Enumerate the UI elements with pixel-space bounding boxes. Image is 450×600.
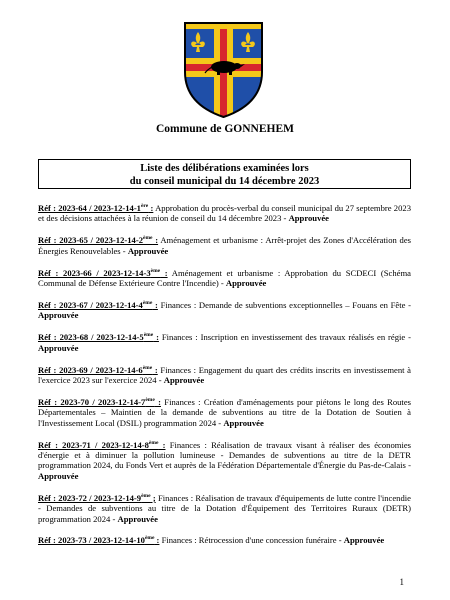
coat-of-arms-logo <box>181 20 266 120</box>
deliberation-status: Approuvée <box>225 278 267 289</box>
deliberation-status: Approuvée <box>163 374 205 385</box>
deliberation-reference: Réf : 2023-69 / 2023-12-14-6ème : <box>38 364 158 375</box>
deliberation-text: Finances : Réalisation de travaux visant à réaliser des économies d'énergie et à diminuer la pollution lumineuse - Demandes de subventions au titre de la DETR programmation 2024, du Fonds Vert et auprès de la Fédération Départementale d'Énergie du Pas-de-Calais - <box>38 439 411 471</box>
document-title-box <box>38 159 411 189</box>
deliberation-status: Approuvée <box>38 470 79 481</box>
deliberation-text: Finances : Réalisation de travaux d'équipements de lutte contre l'incendie - Demandes de subventions au titre de la Dotation d'Équipement des Territoires Ruraux (DETR) programmation 2024 - <box>38 492 411 524</box>
deliberation-entry <box>38 332 411 353</box>
deliberation-status: Approuvée <box>223 417 264 428</box>
deliberation-status: Approuvée <box>117 513 158 524</box>
deliberation-reference: Réf : 2023-71 / 2023-12-14-8ème : <box>38 439 166 450</box>
deliberation-status: Approuvée <box>343 535 385 546</box>
document-title-line-1: Liste des délibérations examinées lors <box>140 163 309 174</box>
deliberation-text: Finances : Demande de subventions exceptionnelles – Fouans en Fête - <box>157 299 411 310</box>
deliberation-entry <box>38 397 411 428</box>
deliberation-entry <box>38 268 411 289</box>
deliberation-reference: Réf : 2023-64 / 2023-12-14-1ère : <box>38 203 154 213</box>
deliberation-reference: Réf : 2023-66 / 2023-12-14-3ème : <box>38 267 168 278</box>
deliberation-entry <box>38 300 411 321</box>
page-number: 1 <box>399 577 404 587</box>
deliberation-status: Approuvée <box>38 310 79 321</box>
deliberation-text: Approbation du procès-verbal du conseil municipal du 27 septembre 2023 et des décisions attachées à la réunion de conseil du 14 décembre 2023 - <box>38 203 411 224</box>
deliberation-entry <box>38 203 411 224</box>
deliberation-text: Finances : Inscription en investissement des travaux réalisés en régie - <box>158 332 411 343</box>
deliberation-text: Aménagement et urbanisme : Approbation du SCDECI (Schéma Communal de Défense Extérieure Contre l'Incendie) - <box>38 267 411 289</box>
deliberation-status: Approuvée <box>288 213 329 224</box>
deliberation-status: Approuvée <box>127 245 169 256</box>
deliberation-entry <box>38 493 411 524</box>
deliberation-reference: Réf : 2023-73 / 2023-12-14-10ème : <box>38 535 160 546</box>
deliberation-reference: Réf : 2023-70 / 2023-12-14-7ème : <box>38 396 161 407</box>
deliberation-entry <box>38 440 411 482</box>
deliberation-reference: Réf : 2023-67 / 2023-12-14-4ème : <box>38 299 158 310</box>
deliberation-list <box>38 203 411 557</box>
deliberation-reference: Réf : 2023-68 / 2023-12-14-5ème : <box>38 332 159 343</box>
commune-name: Commune de GONNEHEM <box>156 123 294 135</box>
deliberation-entry <box>38 235 411 256</box>
deliberation-status: Approuvée <box>38 342 79 353</box>
deliberation-text: Finances : Création d'aménagements pour piétons le long des Routes Départementales – Maintien de la demande de subventions au titre de la Dotation de Soutien à l'Investissement Local (DSIL) programmation 2024 - <box>38 396 411 428</box>
deliberation-reference: Réf : 2023-65 / 2023-12-14-2ème : <box>38 235 159 246</box>
deliberation-entry <box>38 365 411 386</box>
deliberation-text: Finances : Engagement du quart des crédits inscrits en investissement à l'exercice 2023 sur l'exercice 2024 - <box>38 364 411 385</box>
deliberation-entry <box>38 535 411 545</box>
deliberation-reference: Réf : 2023-72 / 2023-12-14-9ème ; <box>38 492 156 503</box>
deliberation-text: Finances : Rétrocession d'une concession funéraire - <box>159 535 344 546</box>
document-title-line-2: du conseil municipal du 14 décembre 2023 <box>129 176 320 187</box>
deliberation-text: Aménagement et urbanisme : Arrêt-projet des Zones d'Accélération des Énergies Renouvelables - <box>38 235 411 256</box>
